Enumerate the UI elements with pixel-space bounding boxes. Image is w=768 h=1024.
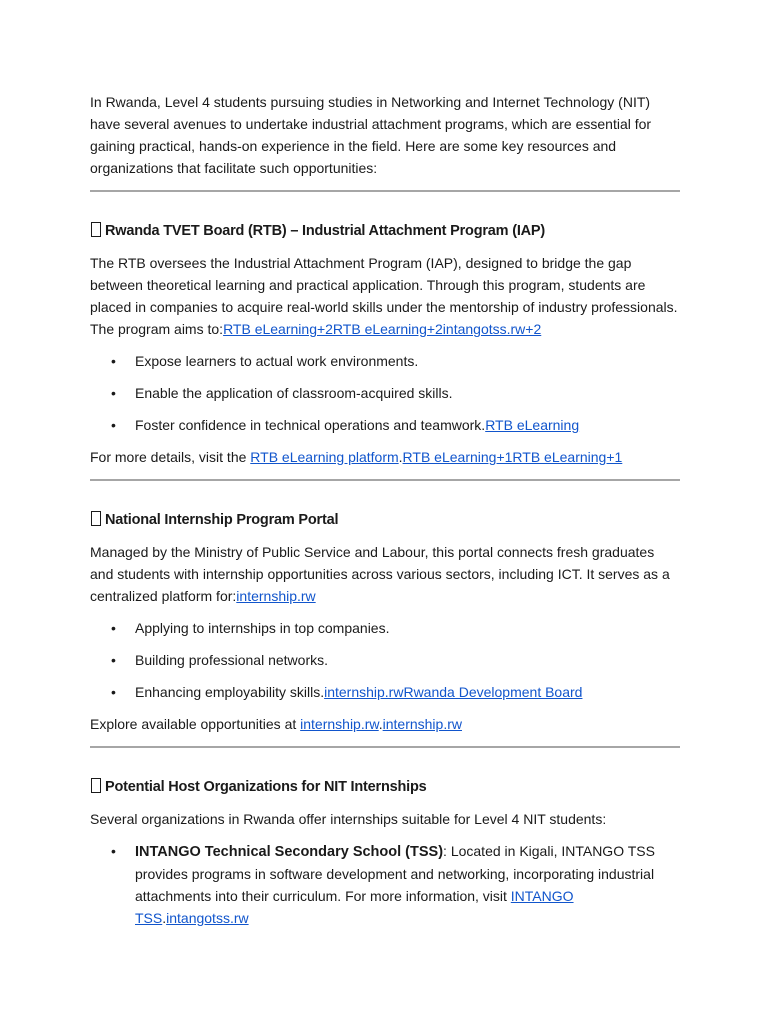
bullet-list [90,350,680,436]
source-link[interactable]: RTB eLearning [485,417,580,433]
section-footer: Explore available opportunities at internship.rw.internship.rw [90,716,462,732]
missing-glyph-icon [91,778,101,793]
section-footer: For more details, visit the RTB eLearning platform.RTB eLearning+1RTB eLearning+1 [90,449,623,465]
document-content [90,91,680,939]
list-item: • Expose learners to actual work environments. [111,353,419,369]
bullet-list [90,840,680,929]
list-item: • Building professional networks. [111,652,328,668]
missing-glyph-icon [91,511,101,526]
rtb-platform-link[interactable]: RTB eLearning platform [250,449,399,465]
source-link[interactable]: intangotss.rw [166,910,249,926]
list-item: • Applying to internships in top companies. [111,620,390,636]
section-paragraph: Several organizations in Rwanda offer internships suitable for Level 4 NIT students: [90,811,607,827]
section-heading-internship-portal: National Internship Program Portal [90,509,680,531]
source-link[interactable]: internship.rw [382,716,462,732]
list-item: • INTANGO Technical Secondary School (TSS): Located in Kigali, INTANGO TSS provides programs in software development and networking, incorporating industrial attachments into their curriculum. For more information, visit INTANGO TSS.intangotss.rw [111,843,655,926]
section-divider [90,479,680,481]
source-link[interactable]: RTB eLearning+2RTB eLearning+2intangotss.rw+2 [223,321,542,337]
source-link[interactable]: internship.rwRwanda Development Board [324,684,583,700]
missing-glyph-icon [91,222,101,237]
bullet-list [90,617,680,703]
source-link[interactable]: internship.rw [236,588,316,604]
org-name: INTANGO Technical Secondary School (TSS) [135,844,444,860]
section-divider [90,746,680,748]
list-item: • Enable the application of classroom-acquired skills. [111,385,453,401]
intango-link[interactable]: INTANGO TSS [135,888,574,926]
section-heading-host-orgs: Potential Host Organizations for NIT Internships [90,776,680,798]
internship-portal-link[interactable]: internship.rw [300,716,379,732]
list-item: • Enhancing employability skills.internship.rwRwanda Development Board [111,684,583,700]
source-link[interactable]: RTB eLearning+1RTB eLearning+1 [402,449,623,465]
section-paragraph: The RTB oversees the Industrial Attachment Program (IAP), designed to bridge the gap between theoretical learning and practical application. Through this program, students are placed in companies to acquire real-world skills under the mentorship of industry professionals. The program aims to:RTB eLearning+2RTB eLearning+2intangotss.rw+2 [90,255,678,337]
intro-paragraph: In Rwanda, Level 4 students pursuing studies in Networking and Internet Technology (NIT) have several avenues to undertake industrial attachment programs, which are essential for gaining practical, hands-on experience in the field. Here are some key resources and organizations that facilitate such opportunities: [90,94,652,176]
section-paragraph: Managed by the Ministry of Public Service and Labour, this portal connects fresh graduates and students with internship opportunities across various sectors, including ICT. It serves as a centralized platform for:internship.rw [90,544,670,604]
section-heading-rtb: Rwanda TVET Board (RTB) – Industrial Attachment Program (IAP) [90,220,680,242]
section-divider [90,190,680,192]
list-item: • Foster confidence in technical operations and teamwork.RTB eLearning [111,417,580,433]
